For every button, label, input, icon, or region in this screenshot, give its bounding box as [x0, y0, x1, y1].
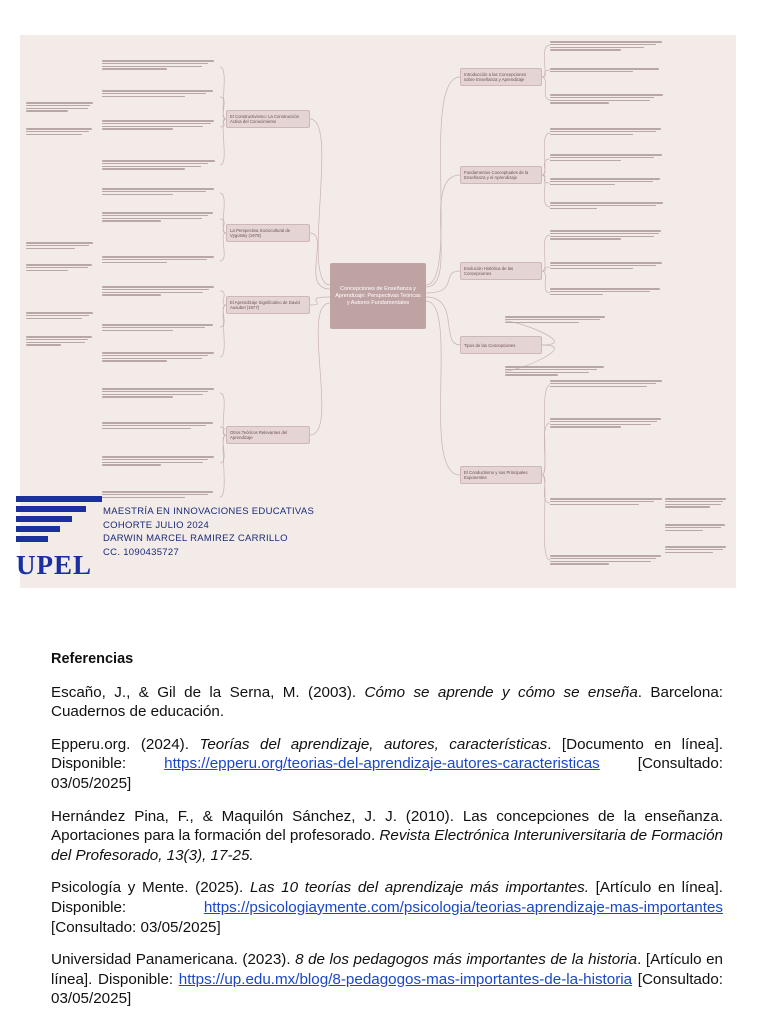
branch-introduccion: Introducción a las Concepciones sobre Enseñanza y Aprendizaje [460, 68, 542, 86]
branch-vygotsky: La Perspectiva Sociocultural de Vygotsky (1978) [226, 224, 310, 242]
note-block [102, 159, 220, 171]
note-block [102, 323, 220, 332]
note-block [26, 311, 96, 320]
branch-evolucion: Evolución Histórica de las Concepciones [460, 262, 542, 280]
note-block [102, 89, 220, 98]
note-block [550, 177, 668, 186]
branch-conductismo: El Conductismo y sus Principales Exponentes [460, 466, 542, 484]
note-block [102, 211, 220, 223]
cohort: COHORTE JULIO 2024 [103, 519, 210, 531]
note-block [26, 241, 96, 250]
student-info [103, 505, 314, 559]
upel-logo-text: UPEL [16, 550, 93, 580]
note-block [550, 497, 668, 506]
note-block [550, 229, 668, 241]
reference-link[interactable]: https://up.edu.mx/blog/8-pedagogos-mas-importantes-de-la-historia [178, 970, 633, 988]
note-block [26, 263, 96, 272]
note-block [102, 187, 220, 196]
reference-item: Psicología y Mente. (2025). Las 10 teorías del aprendizaje más importantes. [Artículo en línea]. Disponible: https://psicologiaymente.com/psicologia/teorias-aprendizaje-mas-importantes [Consultado: 03/05/2025] [51, 879, 723, 936]
student-name: DARWIN MARCEL RAMIREZ CARRILLO [103, 533, 288, 544]
note-block [102, 119, 220, 131]
note-block [102, 59, 220, 71]
note-block [505, 315, 610, 324]
references-heading: Referencias [51, 651, 134, 667]
reference-link[interactable]: https://psicologiaymente.com/psicologia/teorias-aprendizaje-mas-importantes [203, 898, 723, 916]
note-block [550, 67, 668, 74]
note-block [26, 101, 96, 113]
central-topic: Concepciones de Enseñanza y Aprendizaje: Perspectivas Teóricas y Autores Fundamentales [330, 263, 426, 329]
note-block [26, 335, 96, 347]
branch-tipos: Tipos de las Concepciones [460, 336, 542, 354]
note-block [550, 417, 668, 429]
program-name: MAESTRÍA EN INNOVACIONES EDUCATIVAS [103, 506, 315, 517]
note-block [550, 554, 668, 566]
note-block [102, 455, 220, 467]
upel-logo [16, 494, 106, 582]
note-block [505, 365, 610, 377]
note-block [102, 387, 220, 399]
references-section [51, 650, 723, 1022]
branch-fundamentos: Fundamentos Conceptuales de la Enseñanza y el Aprendizaje [460, 166, 542, 184]
note-block [102, 490, 220, 499]
note-block [550, 40, 668, 52]
student-id: CC. 1090435727 [103, 546, 180, 558]
note-block [550, 379, 668, 388]
note-block [550, 127, 668, 136]
note-block [550, 201, 668, 210]
note-block [550, 93, 668, 105]
note-block [665, 523, 729, 532]
note-block [550, 287, 668, 296]
note-block [102, 285, 220, 297]
note-block [26, 127, 96, 136]
reference-item: Hernández Pina, F., & Maquilón Sánchez, J. J. (2010). Las concepciones de la enseñanza. Aportaciones para la formación del profesorado. Revista Electrónica Interuniversitaria de Formación del Profesorado, 13(3), 17-25. [51, 807, 723, 864]
note-block [550, 153, 668, 162]
note-block [665, 545, 729, 554]
branch-constructivismo: El Constructivismo: La Construcción Activa del Conocimiento [226, 110, 310, 128]
branch-otros-teoricos: Otros Teóricos Relevantes del Aprendizaje [226, 426, 310, 444]
note-block [665, 497, 729, 509]
reference-link[interactable]: https://epperu.org/teorias-del-aprendizaje-autores-caracteristicas [164, 755, 600, 773]
reference-item: Universidad Panamericana. (2023). 8 de los pedagogos más importantes de la historia. [Artículo en línea]. Disponible: https://up.edu.mx/blog/8-pedagogos-mas-importantes-de-la-historia [Consultado: 03/05/2025] [51, 951, 723, 1008]
note-block [102, 255, 220, 264]
reference-item: Epperu.org. (2024). Teorías del aprendizaje, autores, características. [Documento en línea]. Disponible: https://epperu.org/teorias-del-aprendizaje-autores-caracteristicas [Consultado: 03/05/2025] [51, 735, 724, 792]
note-block [102, 421, 220, 430]
branch-ausubel: El Aprendizaje Significativo de David Ausubel (1977) [226, 296, 310, 314]
note-block [102, 351, 220, 363]
reference-item: Escaño, J., & Gil de la Serna, M. (2003). Cómo se aprende y cómo se enseña. Barcelona: Cuadernos de educación. [51, 683, 723, 721]
note-block [550, 261, 668, 270]
